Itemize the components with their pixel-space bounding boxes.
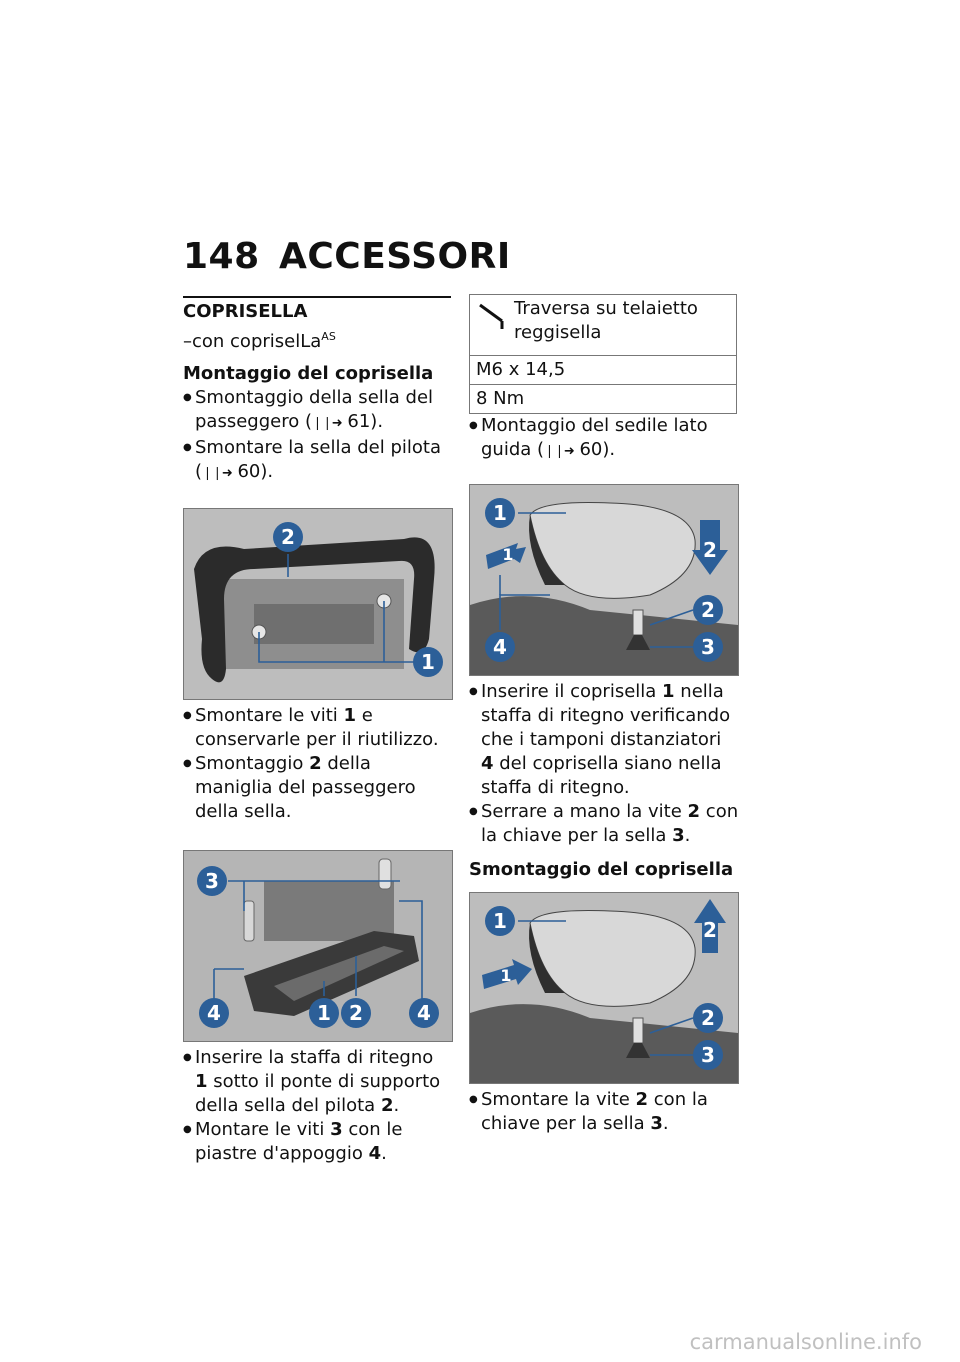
page-header: [183, 236, 511, 277]
callout-3: 3: [701, 635, 715, 659]
item-text: Smontare la vite: [481, 1089, 636, 1110]
callout-3: 3: [701, 1043, 715, 1067]
item-text: Montaggio del sedile lato guida (: [481, 415, 708, 460]
page-ref-arrow-icon: ❘❘➜: [311, 416, 342, 431]
left-column: [183, 296, 451, 1166]
option-text: –con copriselLa: [183, 331, 322, 352]
item-text: Serrare a mano la vite: [481, 801, 688, 822]
item-text: .: [381, 1143, 387, 1164]
figure-seat-cover-removal: [469, 892, 739, 1084]
list-item: [469, 680, 739, 800]
figure-grab-handle-illustration: [184, 509, 452, 699]
figure-seat-cover-removal-illustration: [470, 893, 738, 1083]
item-text: con la chiave per la sella: [481, 801, 739, 846]
option-line: [183, 330, 451, 354]
option-sup: AS: [321, 330, 336, 343]
chapter-title: ACCESSORI: [279, 236, 511, 277]
arrow-2-label: 2: [703, 918, 717, 942]
section-rule: [183, 296, 451, 298]
callout-2: 2: [349, 1001, 363, 1025]
torque-table: [469, 294, 737, 414]
callout-1: 1: [421, 650, 435, 674]
list-item: [183, 1118, 451, 1166]
section-title: COPRISELLA: [183, 301, 308, 322]
item-text: .: [662, 1113, 669, 1134]
item-text: Smontaggio della sella del passeggero (: [195, 387, 434, 432]
list-item: [183, 704, 451, 752]
page-ref-arrow-icon: ❘❘➜: [544, 444, 574, 459]
right-column: [469, 294, 739, 1136]
item-text: nella staffa di ritegno verificando che i tamponi distanziatori: [481, 681, 731, 750]
figure-seat-cover-install: [469, 484, 739, 676]
item-text: Inserire il coprisella: [481, 681, 663, 702]
watermark: carmanualsonline.info: [689, 1330, 922, 1354]
page-ref-arrow-icon: ❘❘➜: [202, 466, 232, 481]
list-item: [469, 1088, 739, 1136]
item-text: Inserire la staffa di ritegno: [195, 1047, 434, 1068]
ref-number: 4: [368, 1143, 382, 1164]
callout-2: 2: [701, 1006, 715, 1030]
arrow-2-label: 2: [703, 538, 717, 562]
arrow-1-label: 1: [502, 545, 514, 564]
torque-label-cell: [470, 295, 737, 356]
ref-number: 2: [380, 1095, 394, 1116]
item-text: sotto il ponte di supporto della sella del pilota: [195, 1071, 441, 1116]
wrench-icon: [476, 297, 514, 338]
thread-size: M6 x 14,5: [470, 356, 737, 385]
item-text: .: [393, 1095, 400, 1116]
item-text: e conservarle per il riutilizzo.: [195, 705, 439, 750]
item-text: Smontaggio: [195, 753, 310, 774]
figure-grab-handle: [183, 508, 453, 700]
item-text: .: [684, 825, 691, 846]
ref-number: 2: [687, 801, 701, 822]
item-text: Smontare le viti: [195, 705, 344, 726]
list-item: [183, 386, 451, 436]
list-item: [183, 1046, 451, 1118]
callout-2: 2: [281, 525, 295, 549]
item-text: Smontare la sella del pilota (: [195, 437, 441, 482]
list-item: [469, 800, 739, 848]
torque-label: Traversa su telaietto reggisella: [514, 298, 698, 343]
list-item: [469, 414, 739, 464]
item-text: del coprisella siano nella staffa di ritegno.: [481, 753, 722, 798]
callout-3: 3: [205, 869, 219, 893]
ref-number: 3: [330, 1119, 343, 1140]
page-ref: 61).: [347, 411, 384, 432]
montaggio-heading: Montaggio del coprisella: [183, 363, 434, 384]
callout-1: 1: [317, 1001, 331, 1025]
callout-1: 1: [493, 909, 507, 933]
ref-number: 3: [672, 825, 685, 846]
figure-retaining-bracket: [183, 850, 453, 1042]
page-number: 148: [183, 236, 260, 277]
ref-number: 1: [343, 705, 357, 726]
ref-number: 2: [309, 753, 322, 774]
callout-4: 4: [493, 635, 507, 659]
ref-number: 4: [481, 753, 494, 774]
callout-4: 4: [207, 1001, 221, 1025]
callout-1: 1: [493, 501, 507, 525]
smontaggio-heading: Smontaggio del coprisella: [469, 859, 734, 880]
ref-number: 1: [662, 681, 675, 702]
callout-2: 2: [701, 598, 715, 622]
item-text: della maniglia del passeggero della sella.: [195, 753, 416, 822]
item-text: Montare le viti: [195, 1119, 331, 1140]
page-ref: 60).: [237, 461, 274, 482]
torque-value: 8 Nm: [470, 385, 737, 414]
page-ref: 60).: [579, 439, 616, 460]
item-text: con le piastre d'appoggio: [195, 1119, 403, 1164]
figure-seat-cover-install-illustration: [470, 485, 738, 675]
list-item: [183, 752, 451, 824]
arrow-1-label: 1: [500, 966, 512, 985]
ref-number: 1: [195, 1071, 208, 1092]
callout-4: 4: [417, 1001, 431, 1025]
ref-number: 3: [650, 1113, 663, 1134]
item-text: con la chiave per la sella: [481, 1089, 708, 1134]
list-item: [183, 436, 451, 486]
figure-retaining-bracket-illustration: [184, 851, 452, 1041]
ref-number: 2: [635, 1089, 649, 1110]
